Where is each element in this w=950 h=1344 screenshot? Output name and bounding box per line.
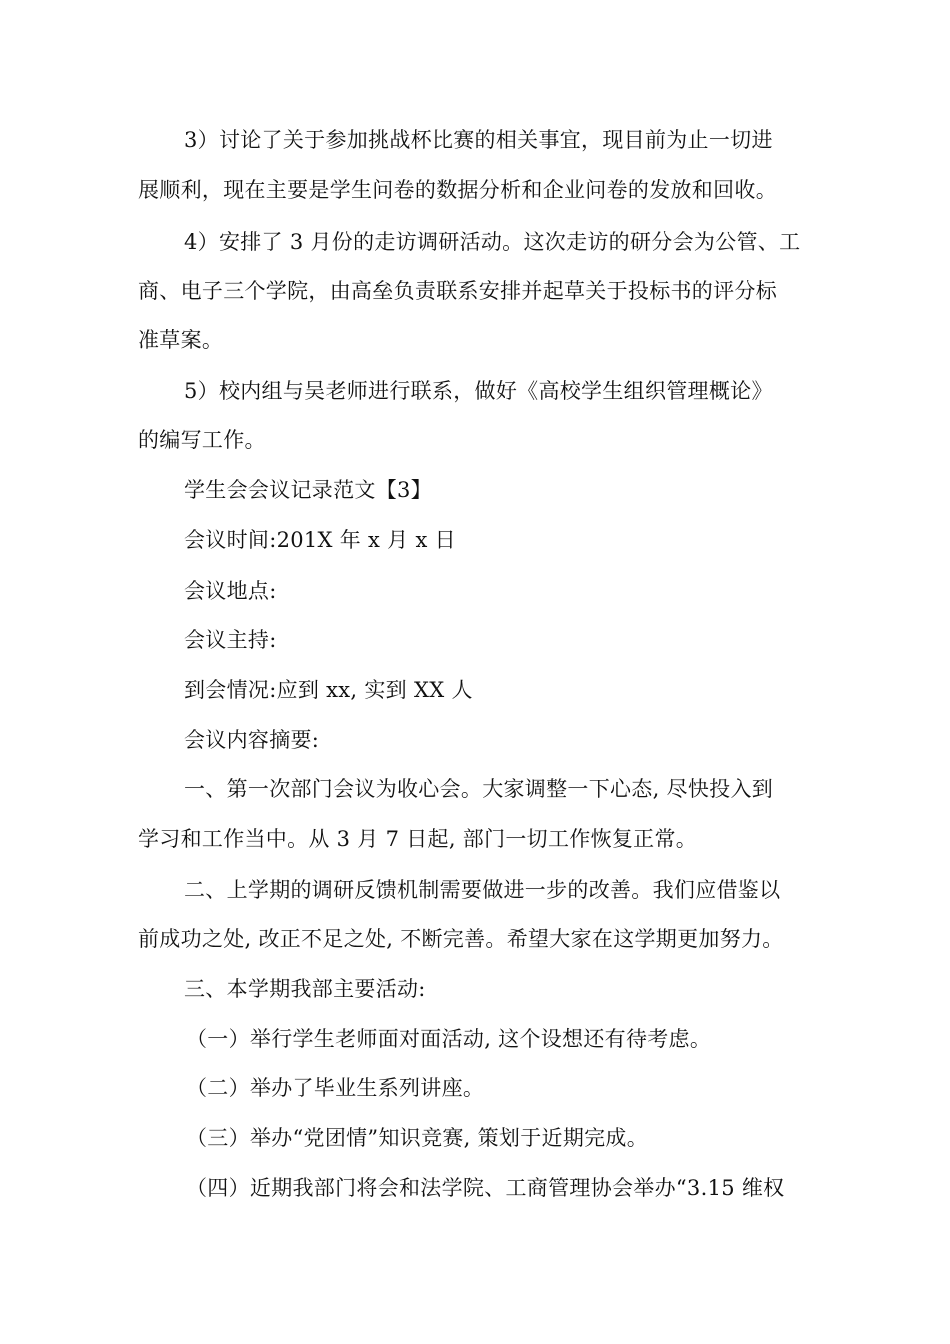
paragraph-line: 的编写工作。	[138, 428, 266, 452]
paragraph-line: 5）校内组与吴老师进行联系，做好《高校学生组织管理概论》	[184, 379, 773, 403]
paragraph-line: 前成功之处, 改正不足之处, 不断完善。希望大家在这学期更加努力。	[138, 927, 784, 951]
list-item: （二）举办了毕业生系列讲座。	[186, 1076, 485, 1100]
meeting-location: 会议地点:	[184, 579, 277, 603]
paragraph-line: 二、上学期的调研反馈机制需要做进一步的改善。我们应借鉴以	[184, 878, 781, 902]
section-heading: 学生会会议记录范文【3】	[184, 478, 432, 502]
paragraph-line: 展顺利，现在主要是学生问卷的数据分析和企业问卷的发放和回收。	[138, 178, 777, 202]
list-item: （四）近期我部门将会和法学院、工商管理协会举办“3.15 维权	[186, 1176, 785, 1200]
paragraph-line: 一、第一次部门会议为收心会。大家调整一下心态, 尽快投入到	[184, 777, 774, 801]
summary-heading: 会议内容摘要:	[184, 728, 320, 752]
paragraph-line: 准草案。	[138, 328, 224, 352]
paragraph-line: 3）讨论了关于参加挑战杯比赛的相关事宜，现目前为止一切进	[184, 128, 773, 152]
paragraph-line: 三、本学期我部主要活动:	[184, 977, 426, 1001]
paragraph-line: 商、电子三个学院，由高垒负责联系安排并起草关于投标书的评分标	[138, 279, 777, 303]
list-item: （三）举办“党团情”知识竞赛, 策划于近期完成。	[186, 1126, 649, 1150]
paragraph-line: 学习和工作当中。从 3 月 7 日起, 部门一切工作恢复正常。	[138, 827, 698, 851]
paragraph-line: 4）安排了 3 月份的走访调研活动。这次走访的研分会为公管、工	[184, 230, 801, 254]
meeting-time: 会议时间:201X 年 x 月 x 日	[184, 528, 456, 552]
list-item: （一）举行学生老师面对面活动, 这个设想还有待考虑。	[186, 1027, 712, 1051]
meeting-host: 会议主持:	[184, 628, 277, 652]
attendance: 到会情况:应到 xx, 实到 XX 人	[184, 678, 473, 702]
